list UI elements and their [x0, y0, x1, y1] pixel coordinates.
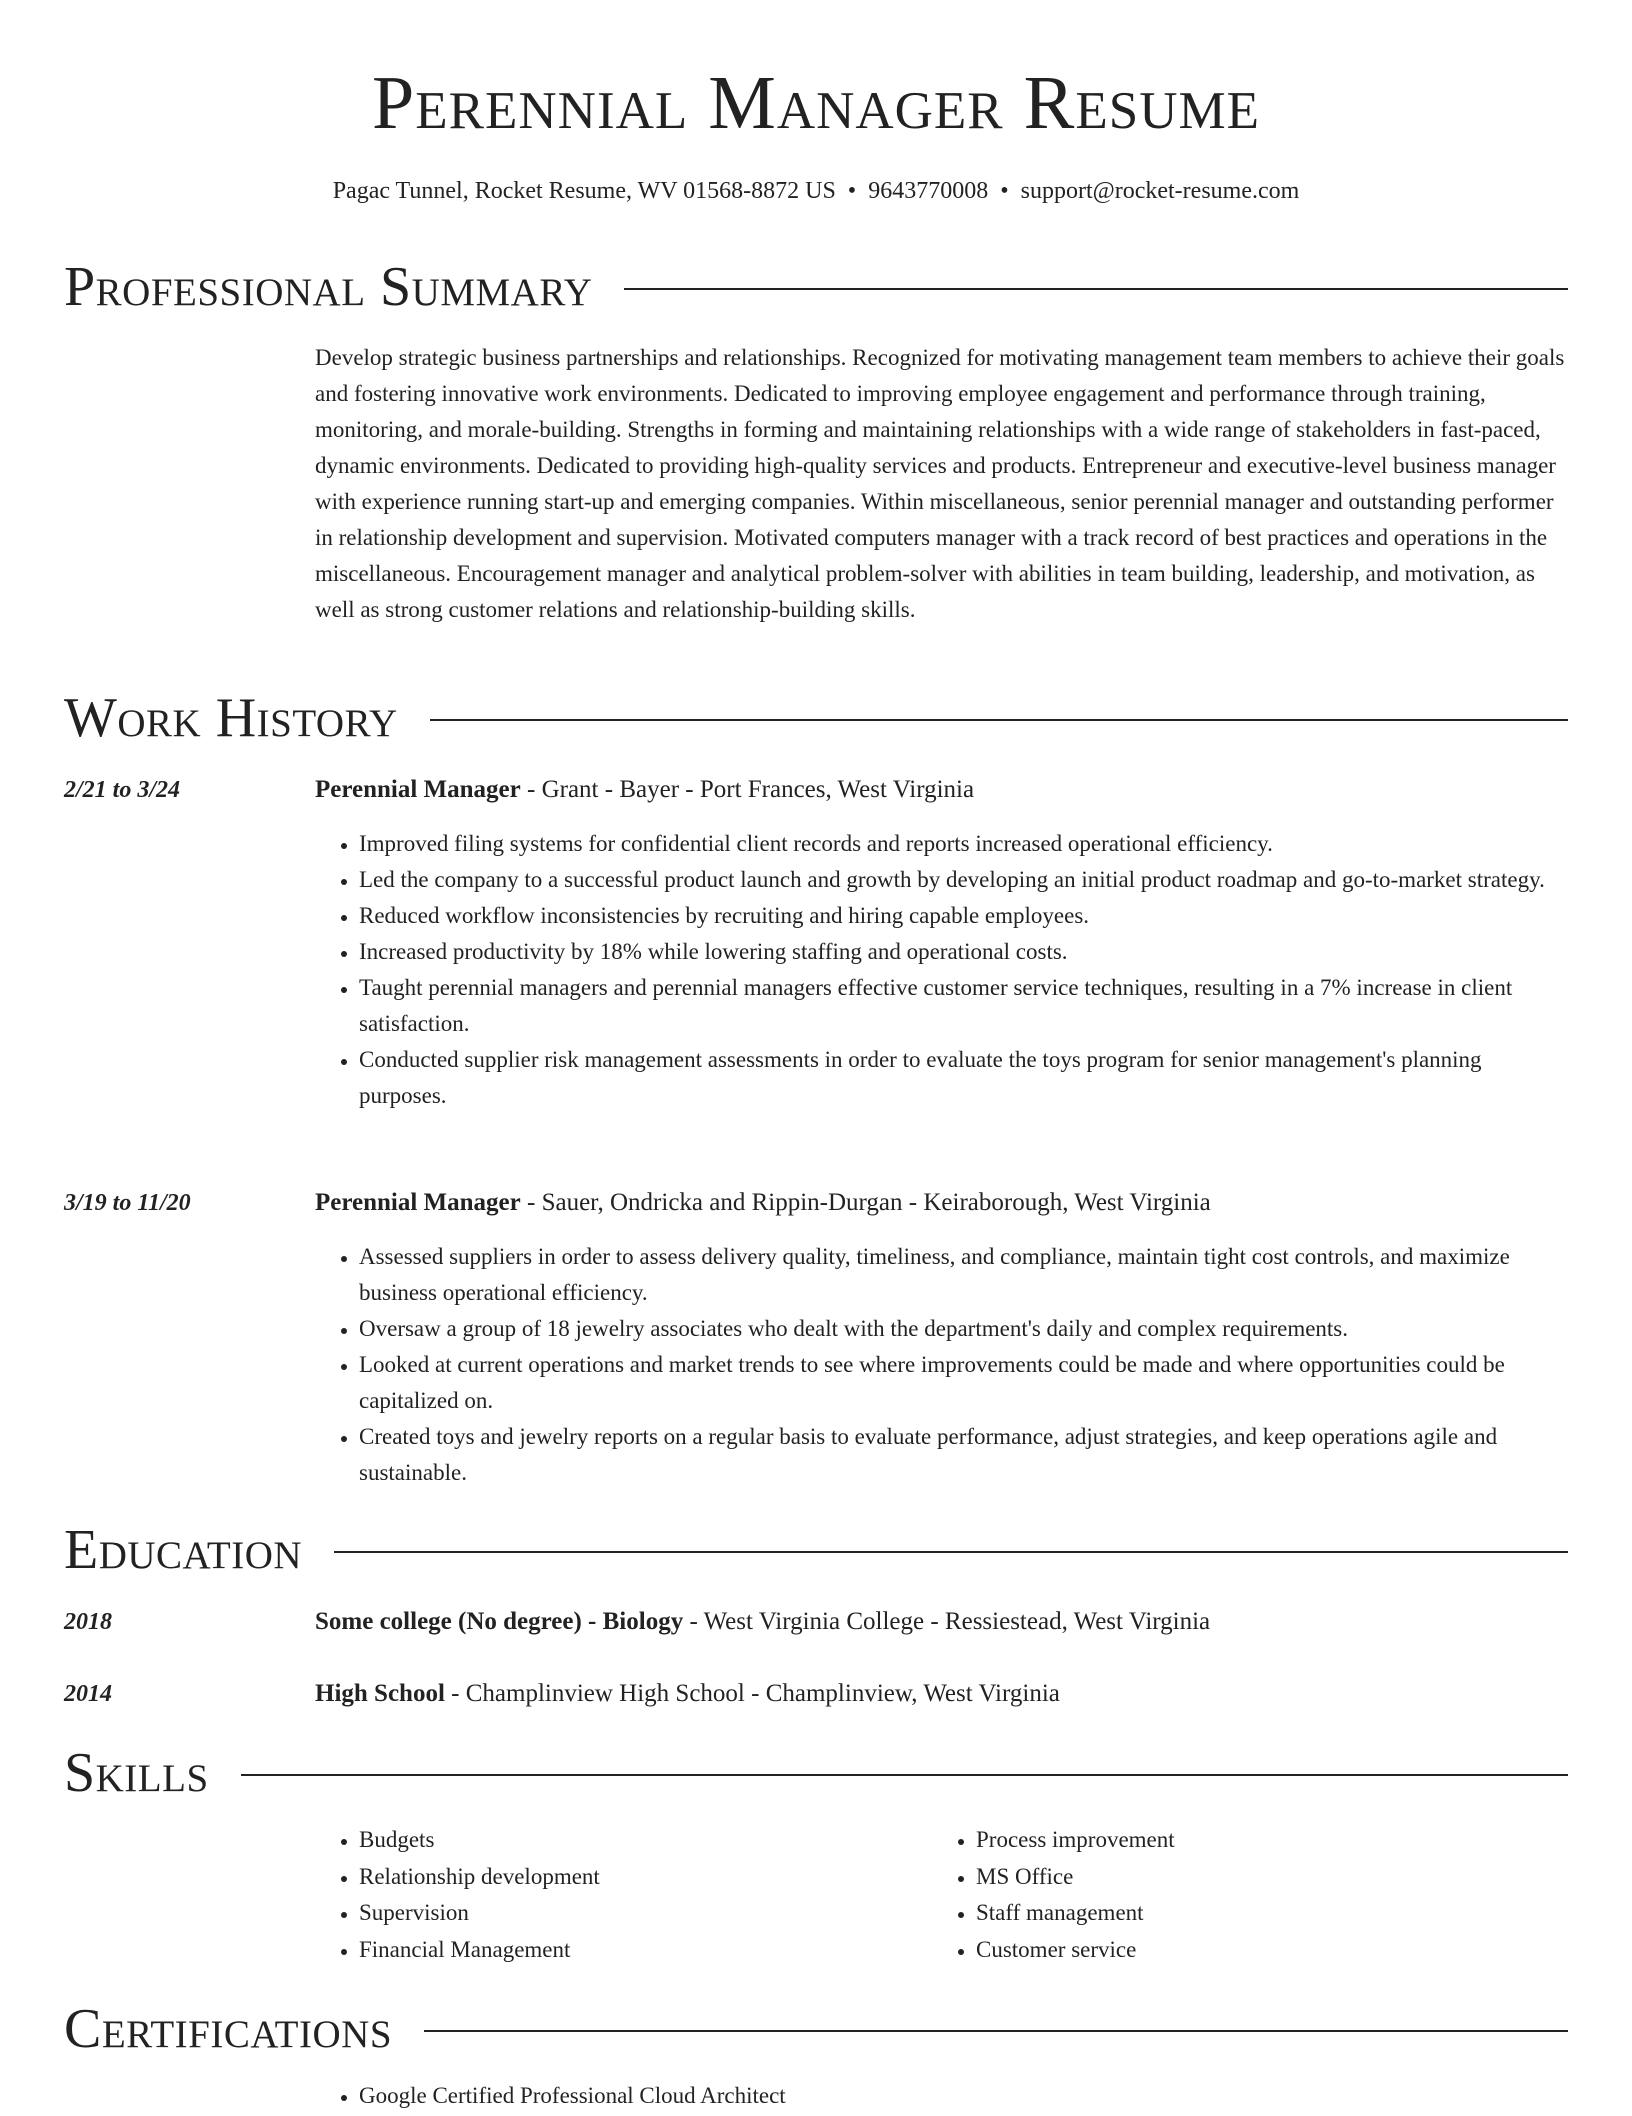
education-year: 2018 [64, 1609, 112, 1635]
section-divider [424, 2030, 1568, 2032]
summary-text: Develop strategic business partnerships and relationships. Recognized for motivating management team members to achieve their goals and fostering innovative work environments. Dedicated to improving employee engagement and performance through training, monitoring, and morale-building. Strengths in forming and maintaining relationships with a wide range of stakeholders in fast-paced, dynamic environments. Dedicated to providing high-quality services and products. Entrepreneur and executive-level business manager with experience running start-up and emerging companies. Within miscellaneous, senior perennial manager and outstanding performer in relationship development and supervision. Motivated computers manager with a track record of best practices and operations in the miscellaneous. Encouragement manager and analytical problem-solver with abilities in team building, leadership, and motivation, as well as strong customer relations and relationship-building skills. [315, 345, 1565, 622]
job-details: - Sauer, Ondricka and Rippin-Durgan - Keiraborough, West Virginia [520, 1189, 1211, 1216]
job-heading [315, 772, 974, 808]
section-header-education [64, 1518, 1568, 1582]
section-title-summary: Professional Summary [64, 256, 593, 318]
skill-item: • Customer service [976, 1932, 1536, 1969]
job-bullet: • Improved filing systems for confidential client records and reports increased operational efficiency. [359, 826, 1568, 862]
job-bullet: • Led the company to a successful product launch and growth by developing an initial product roadmap and go-to-market strategy. [359, 862, 1568, 898]
section-title-work: Work History [64, 687, 398, 749]
section-header-summary [64, 255, 1568, 319]
section-title-certifications: Certifications [64, 1998, 393, 2060]
skill-item: • Financial Management [359, 1932, 919, 1969]
skill-item: • Relationship development [359, 1859, 919, 1896]
certifications-list [315, 2078, 1559, 2115]
education-heading [315, 1604, 1210, 1640]
job-title: Perennial Manager [315, 776, 521, 803]
contact-address: Pagac Tunnel, Rocket Resume, WV 01568-8872 US [332, 178, 836, 204]
skills-list-right [932, 1822, 1536, 1968]
job-bullet: • Assessed suppliers in order to assess delivery quality, timeliness, and compliance, maintain tight cost controls, and maximize business operational efficiency. [359, 1239, 1568, 1311]
contact-separator: • [847, 178, 857, 204]
job-bullets [315, 1239, 1568, 1491]
education-details: - West Virginia College - Ressiestead, West Virginia [683, 1608, 1211, 1635]
section-divider [624, 288, 1568, 290]
job-bullet: • Taught perennial managers and perennial managers effective customer service techniques, resulting in a 7% increase in client satisfaction. [359, 970, 1568, 1042]
section-divider [241, 1774, 1568, 1776]
section-divider [430, 719, 1568, 721]
job-bullet: • Increased productivity by 18% while lowering staffing and operational costs. [359, 934, 1568, 970]
education-details: - Champlinview High School - Champlinview, West Virginia [444, 1680, 1060, 1707]
job-bullet: • Conducted supplier risk management assessments in order to evaluate the toys program for senior management's planning purposes. [359, 1042, 1568, 1114]
skill-item: • MS Office [976, 1859, 1536, 1896]
skill-item: • Staff management [976, 1895, 1536, 1932]
contact-separator: • [1000, 178, 1009, 204]
job-dates: 2/21 to 3/24 [64, 777, 181, 803]
job-bullet: • Created toys and jewelry reports on a regular basis to evaluate performance, adjust strategies, and keep operations agile and sustainable. [359, 1419, 1568, 1491]
job-title: Perennial Manager [315, 1189, 521, 1216]
job-bullet: • Oversaw a group of 18 jewelry associates who dealt with the department's daily and complex requirements. [359, 1311, 1568, 1347]
skills-list-left [315, 1822, 919, 1968]
skill-item: • Supervision [359, 1895, 919, 1932]
resume-title: Perennial Manager Resume [372, 61, 1260, 145]
education-degree: High School [315, 1680, 445, 1707]
section-title-education: Education [64, 1519, 303, 1581]
job-dates: 3/19 to 11/20 [64, 1190, 191, 1216]
contact-email: support@rocket-resume.com [1020, 178, 1300, 204]
section-header-work [64, 686, 1568, 750]
education-heading [315, 1676, 1060, 1712]
job-heading [315, 1185, 1211, 1221]
job-details: - Grant - Bayer - Port Frances, West Virginia [520, 776, 975, 803]
education-degree: Some college (No degree) - Biology [315, 1608, 684, 1635]
job-bullets [315, 826, 1568, 1114]
job-bullet: • Reduced workflow inconsistencies by recruiting and hiring capable employees. [359, 898, 1568, 934]
certification-item: • Google Certified Professional Cloud Architect [359, 2078, 1559, 2115]
section-header-certifications [64, 1997, 1568, 2061]
skill-item: • Process improvement [976, 1822, 1536, 1859]
contact-phone: 9643770008 [868, 178, 989, 204]
skill-item: • Budgets [359, 1822, 919, 1859]
section-header-skills [64, 1741, 1568, 1805]
contact-line [0, 174, 1632, 208]
section-title-skills: Skills [64, 1742, 209, 1804]
education-year: 2014 [64, 1681, 112, 1707]
job-bullet: • Looked at current operations and market trends to see where improvements could be made and where opportunities could be capitalized on. [359, 1347, 1568, 1419]
section-divider [334, 1551, 1568, 1553]
